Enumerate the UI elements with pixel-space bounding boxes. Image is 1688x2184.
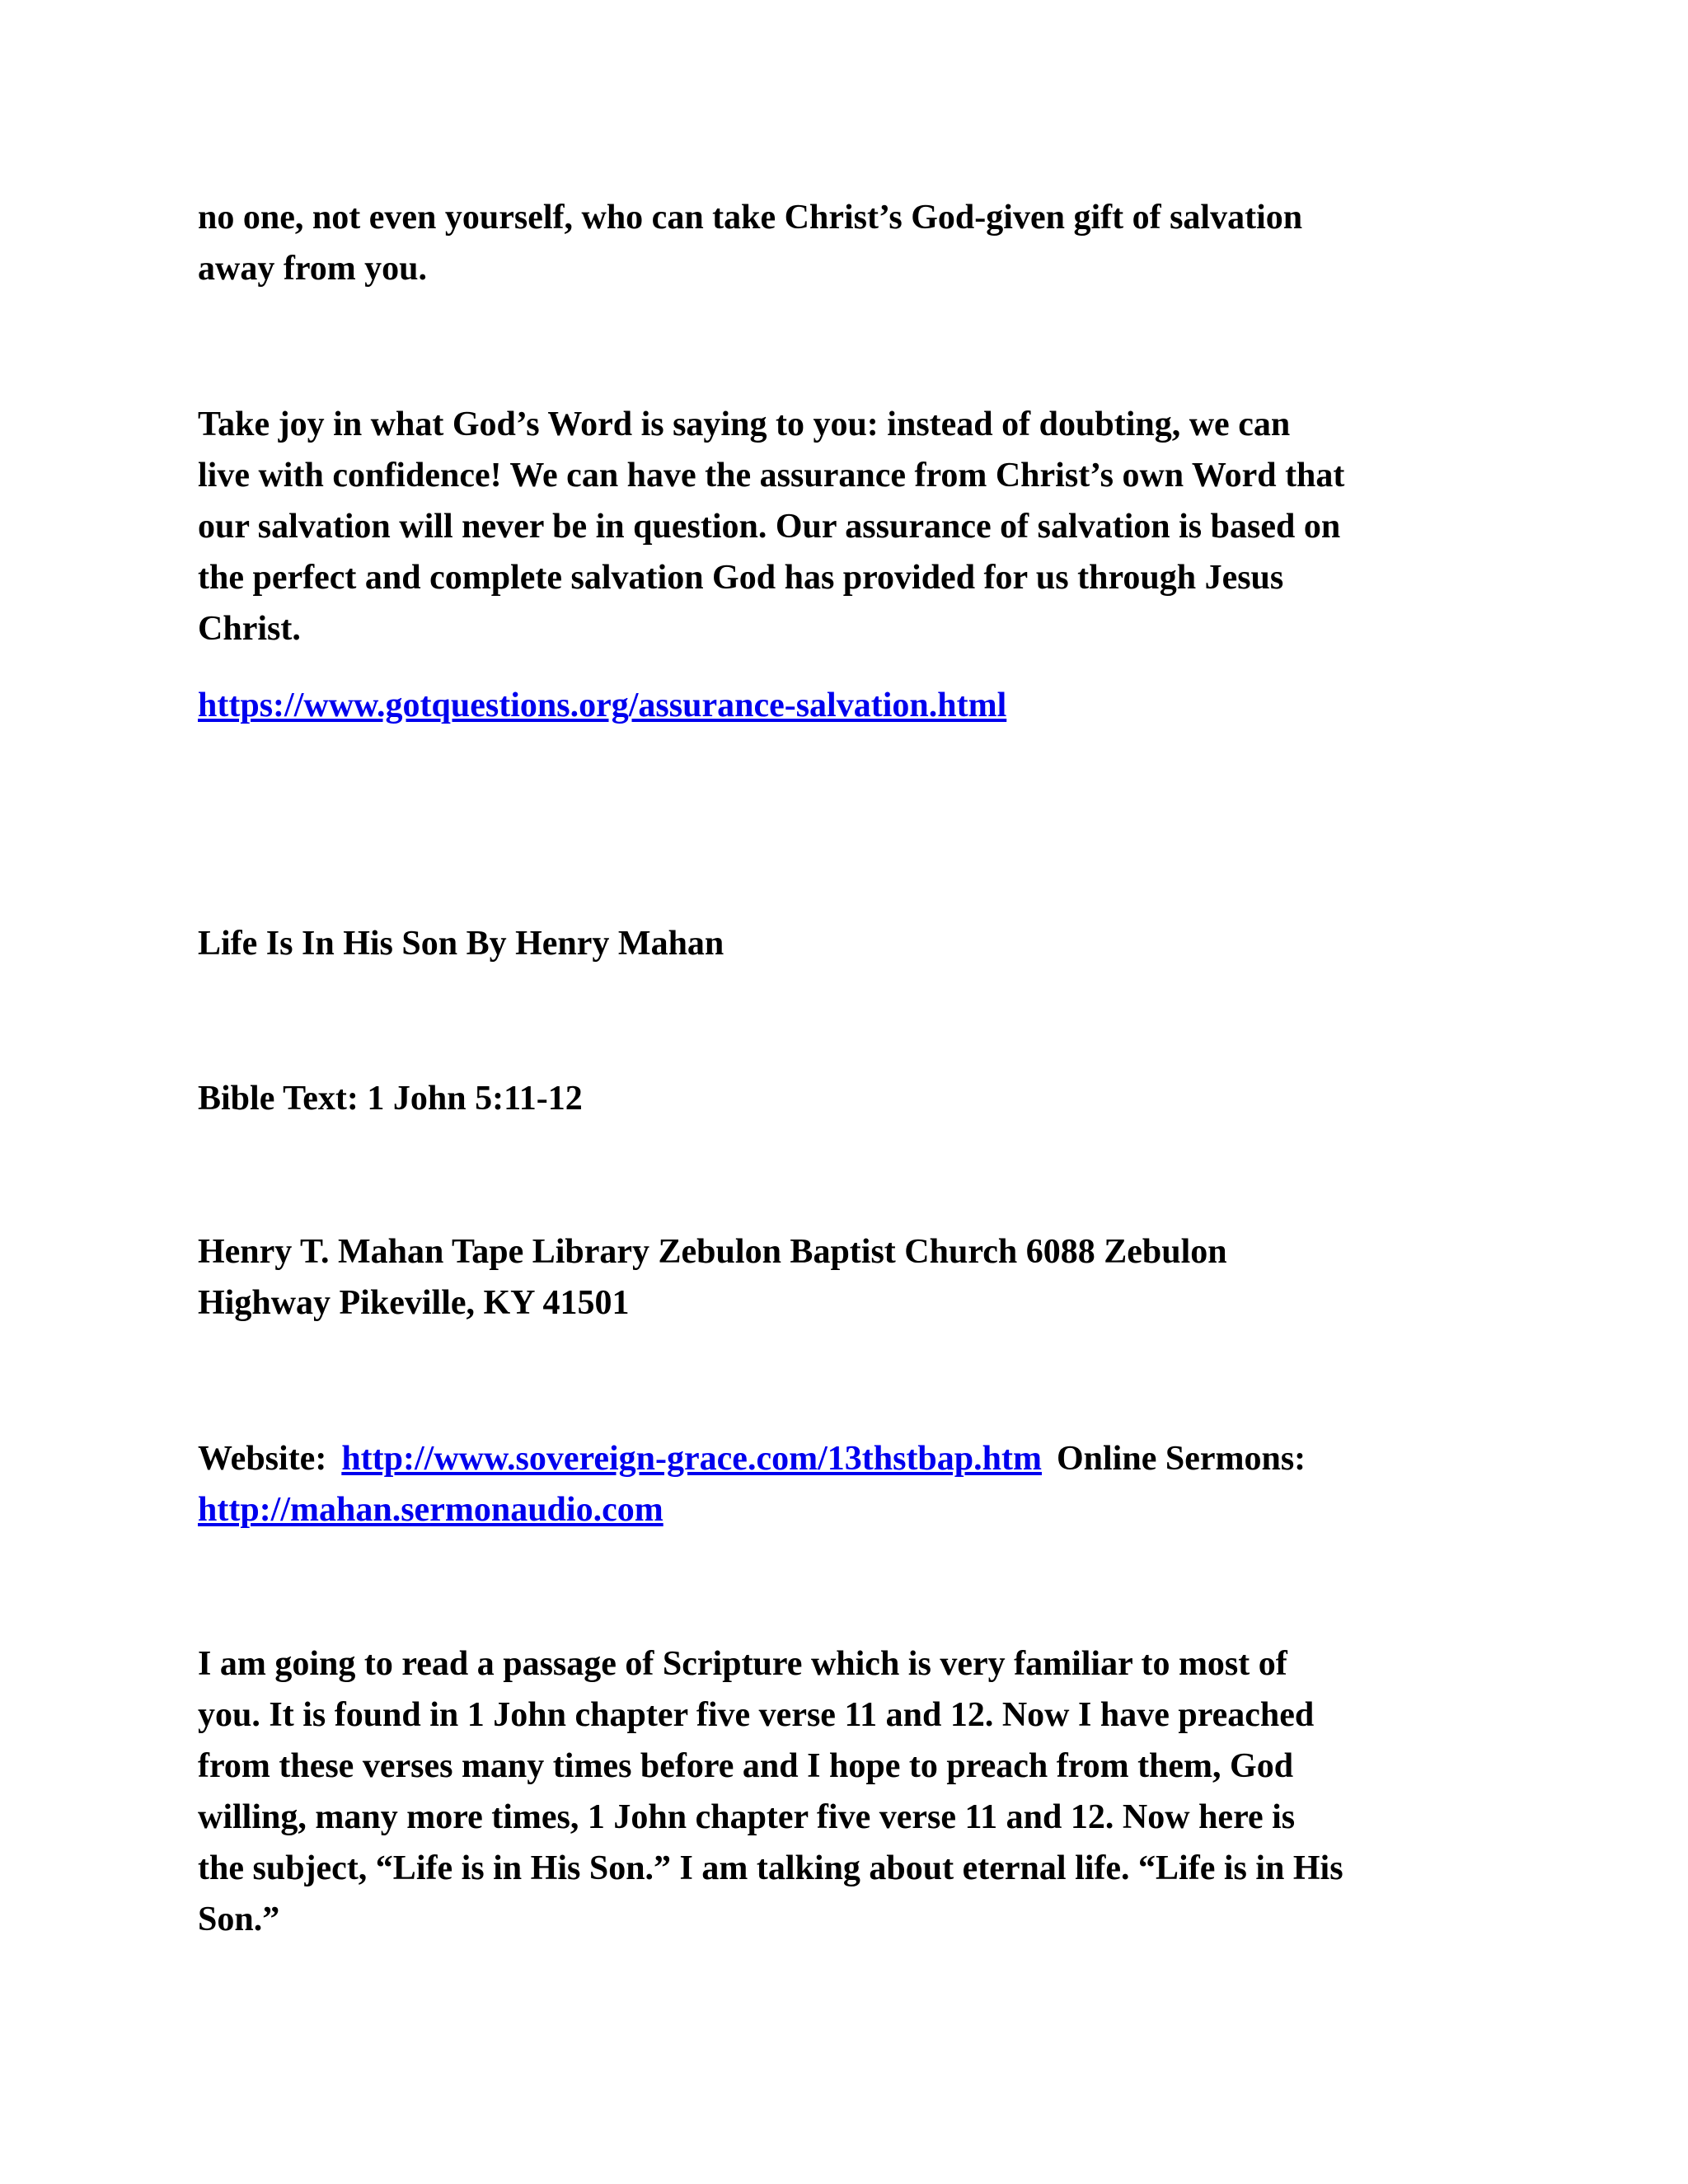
text-line: I am going to read a passage of Scripture which is very familiar to most of [198,1645,1287,1683]
text-line: our salvation will never be in question. Our assurance of salvation is based on [198,508,1341,546]
sovereign-grace-link[interactable]: http://www.sovereign-grace.com/13thstbap.htm [341,1440,1042,1478]
gotquestions-link[interactable]: https://www.gotquestions.org/assurance-salvation.html [198,687,1007,724]
text-line: the perfect and complete salvation God has provided for us through Jesus [198,559,1284,597]
sermon-title: Life Is In His Son By Henry Mahan [198,925,724,963]
online-sermons-label: Online Sermons: [1056,1440,1306,1478]
text-line: Henry T. Mahan Tape Library Zebulon Baptist Church 6088 Zebulon [198,1233,1227,1271]
paragraph-sermon-intro [198,1638,1517,1945]
paragraph-salvation-gift [198,192,1517,294]
tape-library-address [198,1226,1517,1329]
text-line: Son.” [198,1900,280,1938]
text-line: you. It is found in 1 John chapter five verse 11 and 12. Now I have preached [198,1696,1315,1734]
website-line [198,1484,1517,1535]
text-line: from these verses many times before and I hope to preach from them, God [198,1747,1294,1785]
website-label: Website: [198,1440,327,1478]
website-line [198,1433,1517,1484]
website-info [198,1433,1517,1535]
text-line: live with confidence! We can have the assurance from Christ’s own Word that [198,457,1345,494]
text-line: Highway Pikeville, KY 41501 [198,1284,630,1322]
text-line: Take joy in what God’s Word is saying to you: instead of doubting, we can [198,405,1291,443]
gotquestions-link-line [198,680,1517,731]
text-line: willing, many more times, 1 John chapter five verse 11 and 12. Now here is [198,1798,1296,1836]
paragraph-take-joy [198,399,1517,654]
text-line: away from you. [198,250,428,288]
text-line: Christ. [198,610,301,648]
sermonaudio-link[interactable]: http://mahan.sermonaudio.com [198,1491,663,1529]
bible-text: Bible Text: 1 John 5:11-12 [198,1080,583,1118]
text-line: no one, not even yourself, who can take Christ’s God-given gift of salvation [198,199,1303,237]
text-line: the subject, “Life is in His Son.” I am talking about eternal life. “Life is in His [198,1849,1343,1887]
